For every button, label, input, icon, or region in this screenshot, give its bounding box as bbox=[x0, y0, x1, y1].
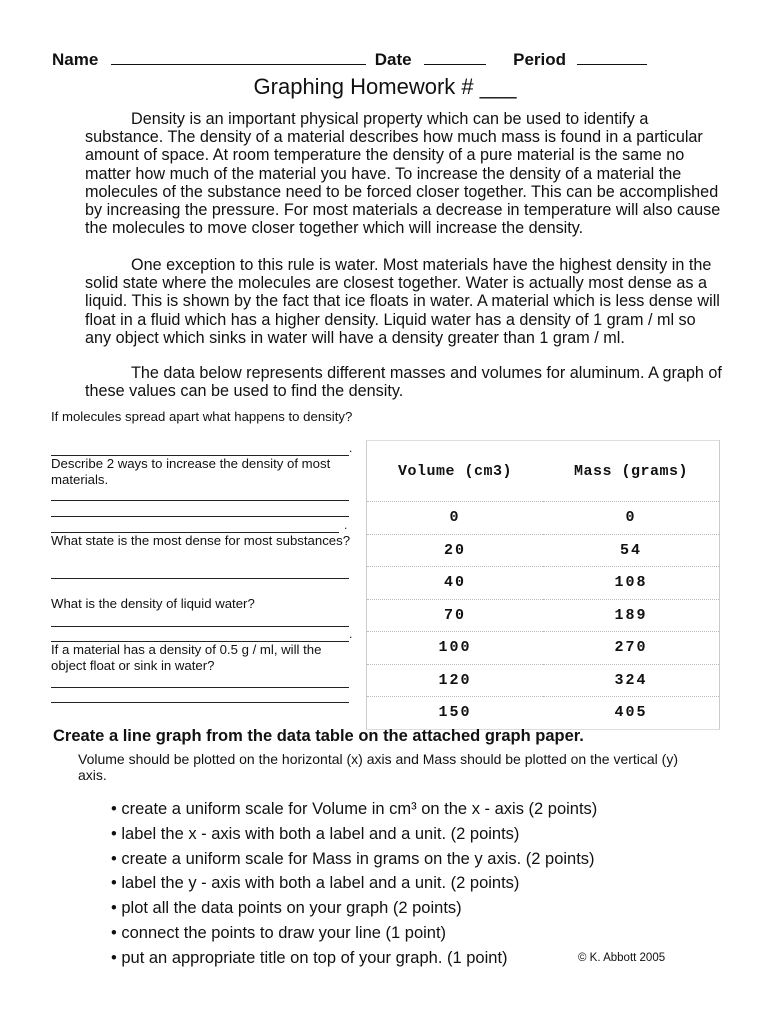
instructions-list bbox=[111, 797, 731, 971]
table-row bbox=[367, 632, 720, 665]
page-title: Graphing Homework # ___ bbox=[253, 74, 517, 99]
list-item: • put an appropriate title on top of your graph. (1 point) bbox=[111, 948, 508, 967]
table-row bbox=[367, 534, 720, 567]
volume-cell: 70 bbox=[367, 599, 544, 632]
period-blank[interactable] bbox=[577, 48, 647, 65]
instructions-subtitle: Volume should be plotted on the horizontal (x) axis and Mass should be plotted on the vertical (y) axis. bbox=[78, 751, 679, 783]
volume-cell: 100 bbox=[367, 632, 544, 665]
answer-line-5a[interactable] bbox=[51, 687, 349, 688]
list-item: • label the y - axis with both a label and a unit. (2 points) bbox=[111, 874, 520, 893]
answer-dot-1: . bbox=[349, 441, 353, 455]
list-item: • label the x - axis with both a label and a unit. (2 points) bbox=[111, 824, 520, 843]
answer-dot-4: . bbox=[349, 627, 353, 641]
date-label: Date bbox=[374, 50, 412, 69]
volume-cell: 120 bbox=[367, 664, 544, 697]
volume-cell: 20 bbox=[367, 534, 544, 567]
intro-paragraph-2: One exception to this rule is water. Most materials have the highest density in the solid state where the molecules are closest together. Water is actually most dense as a liquid. This is shown by the fact that ice floats in water. A material which is less dense will float in a fluid which has a higher density. Liquid water has a density of 1 gram / ml so any object which sinks in water will have a density greater than 1 gram / ml. bbox=[85, 256, 720, 347]
column-header-mass: Mass (grams) bbox=[573, 462, 689, 480]
list-item: • connect the points to draw your line (1 point) bbox=[111, 923, 447, 942]
header-fields bbox=[52, 48, 752, 70]
answer-line-4a[interactable] bbox=[51, 626, 349, 627]
answer-line-2b[interactable] bbox=[51, 516, 349, 517]
answer-line-5b[interactable] bbox=[51, 702, 349, 703]
mass-cell: 405 bbox=[543, 697, 720, 730]
intro-paragraph-1: Density is an important physical property which can be used to identify a substance. The density of a material describes how much mass is found in a particular amount of space. At room temperature the density of a pure material is the same no matter how much of the material you have. To increase the density of a material the molecules of the substance need to be forced closer together. This can be accomplished by increasing the pressure. For most materials a decrease in temperature will also cause the molecules to move closer together which will increase the density. bbox=[85, 110, 721, 238]
copyright-note: © K. Abbott 2005 bbox=[578, 952, 666, 964]
list-item: • create a uniform scale for Volume in cm³ on the x - axis (2 points) bbox=[111, 800, 598, 818]
table-row bbox=[367, 502, 720, 535]
mass-cell: 270 bbox=[543, 632, 720, 665]
instructions-title: Create a line graph from the data table on the attached graph paper. bbox=[53, 727, 584, 745]
table-row bbox=[367, 599, 720, 632]
volume-cell: 150 bbox=[367, 697, 544, 730]
question-4: What is the density of liquid water? bbox=[51, 596, 255, 611]
date-blank[interactable] bbox=[424, 48, 486, 65]
table-row bbox=[367, 664, 720, 697]
mass-cell: 108 bbox=[543, 567, 720, 600]
question-3: What state is the most dense for most substances? bbox=[51, 533, 351, 548]
question-1: If molecules spread apart what happens to density? bbox=[51, 409, 353, 424]
table-row bbox=[367, 697, 720, 730]
mass-cell: 54 bbox=[543, 534, 720, 567]
intro-paragraph-3: The data below represents different masses and volumes for aluminum. A graph of these values can be used to find the density. bbox=[85, 364, 722, 401]
volume-cell: 0 bbox=[367, 502, 544, 535]
name-blank[interactable] bbox=[111, 48, 366, 65]
question-2: Describe 2 ways to increase the density of most materials. bbox=[51, 456, 331, 487]
answer-line-2a[interactable] bbox=[51, 500, 349, 501]
name-label: Name bbox=[52, 50, 99, 69]
mass-cell: 189 bbox=[543, 599, 720, 632]
answer-line-3[interactable] bbox=[51, 578, 349, 579]
mass-cell: 0 bbox=[543, 502, 720, 535]
mass-cell: 324 bbox=[543, 664, 720, 697]
list-item: • create a uniform scale for Mass in grams on the y axis. (2 points) bbox=[111, 849, 595, 868]
list-item: • plot all the data points on your graph (2 points) bbox=[111, 899, 462, 918]
period-label: Period bbox=[513, 50, 567, 69]
data-table bbox=[366, 440, 720, 730]
table-row bbox=[367, 567, 720, 600]
table-header-row bbox=[367, 441, 720, 502]
volume-cell: 40 bbox=[367, 567, 544, 600]
answer-dot-2: . bbox=[344, 518, 348, 532]
column-header-volume: Volume (cm3) bbox=[397, 462, 513, 480]
question-5: If a material has a density of 0.5 g / ml, will the object float or sink in water? bbox=[51, 642, 322, 673]
